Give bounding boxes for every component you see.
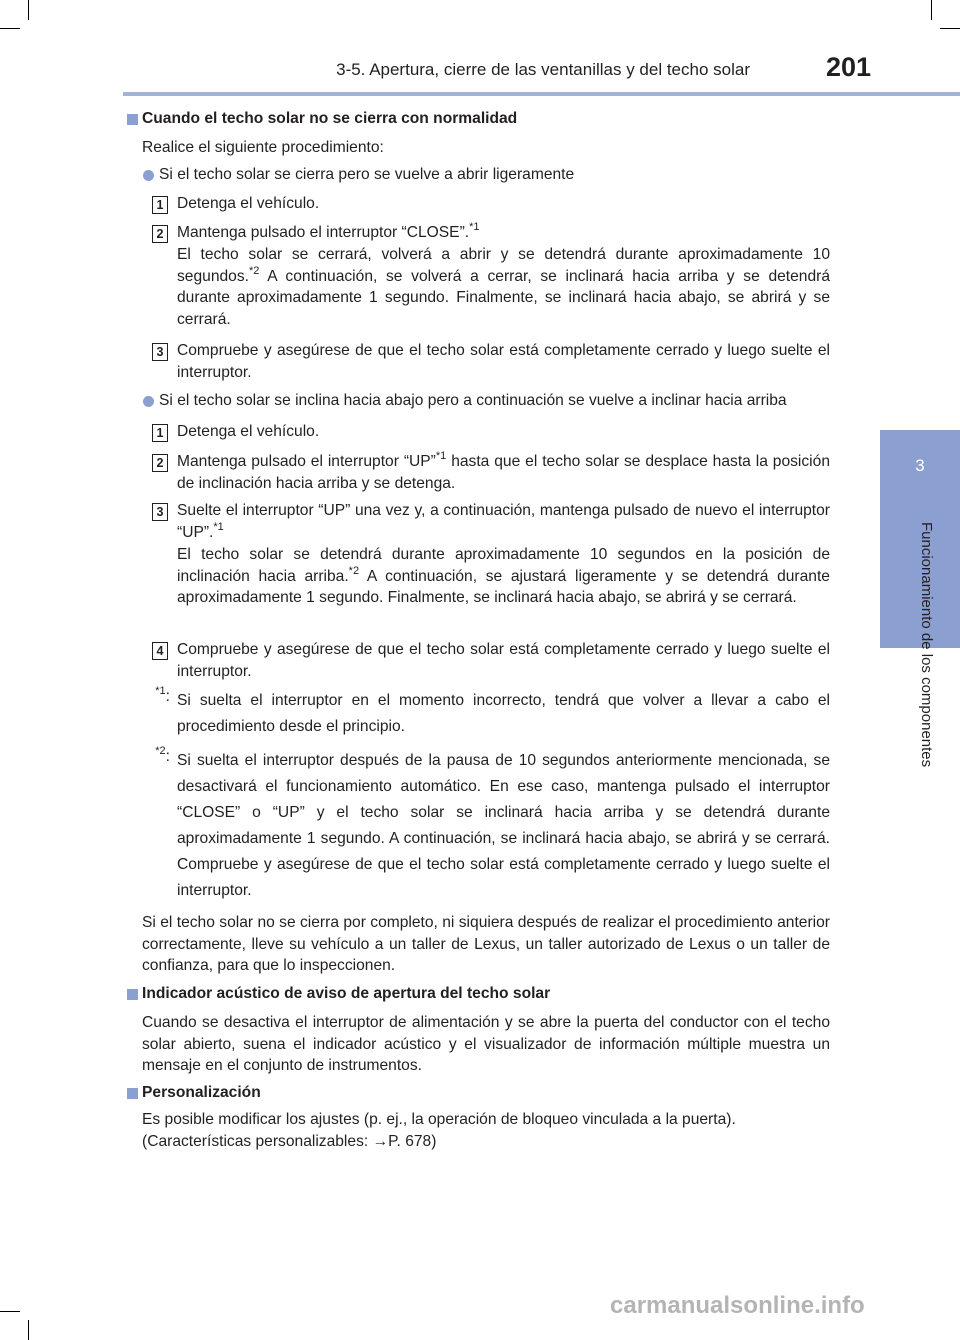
crop-mark: [0, 28, 20, 29]
page-number: 201: [826, 52, 872, 82]
section-body: Es posible modificar los ajustes (p. ej., la operación de bloqueo vinculada a la puerta).: [142, 1111, 736, 1128]
section-square-icon: [127, 1088, 138, 1099]
footnote-text: Si suelta el interruptor después de la pausa de 10 segundos anteriormente mencionada, se desactivará el funcionamiento automático. En ese caso, mantenga pulsado el interruptor “CLOSE” o “UP” y el techo solar se inclinará hacia arriba y se detendrá durante aproximadamente 1 segundo. A continuación, se inclinará hacia abajo, se abrirá y se cerrará. Compruebe y asegúrese de que el techo solar está completamente cerrado y luego suelte el interruptor.: [177, 752, 830, 899]
footnote-ref: *2: [348, 564, 360, 577]
step-text: Suelte el interruptor “UP” una vez y, a continuación, mantenga pulsado de nuevo el interruptor “UP”.$^{*1}$: [177, 502, 830, 541]
step-text: Detenga el vehículo.: [177, 423, 320, 440]
step-text: Detenga el vehículo.: [177, 195, 320, 212]
section-heading: Personalización: [142, 1084, 261, 1101]
crop-mark: [28, 1320, 29, 1340]
step-text: Mantenga pulsado el interruptor “CLOSE”.$^{*1}$: [177, 221, 480, 241]
chapter-number: 3: [915, 456, 925, 475]
step-number-badge: 2: [152, 225, 168, 243]
step-number-badge: 2: [152, 454, 168, 472]
case-b-title: Si el techo solar se inclina hacia abajo pero a continuación se vuelve a inclinar hacia arriba: [159, 392, 787, 409]
step-text: Mantenga pulsado el interruptor “UP”$^{*1}$ hasta que el techo solar se desplace hasta la posición de inclinación hacia arriba y se detenga.: [177, 450, 830, 492]
bullet-circle-icon: [143, 396, 154, 407]
crop-mark: [28, 0, 29, 20]
section-heading: Indicador acústico de aviso de apertura del techo solar: [142, 985, 551, 1002]
footnote-ref: *2: [248, 264, 260, 277]
footnote-ref: *1: [435, 450, 447, 462]
section-square-icon: [127, 989, 138, 1000]
arrow-icon: →: [372, 1133, 389, 1150]
step-detail: El techo solar se cerrará, volverá a abrir y se detendrá durante aproximadamente 10 segundos.$^{*2}$ A continuación, se volverá a cerrar, se inclinará hacia arriba y se detendrá durante aproximadamente 1 segundo. Finalmente, se inclinará hacia abajo, se abrirá y se cerrará.: [177, 246, 830, 328]
step-number-badge: 4: [152, 642, 168, 660]
footnote-ref: *1: [469, 221, 480, 233]
step-number-badge: 3: [152, 503, 168, 521]
step-number-badge: 1: [152, 196, 168, 214]
section-body: Cuando se desactiva el interruptor de alimentación y se abre la puerta del conductor con el techo solar abierto, suena el indicador acústico y el visualizador de información múltiple muestra un mensaje en el conjunto de instrumentos.: [142, 1014, 830, 1074]
closing-paragraph: Si el techo solar no se cierra por completo, ni siquiera después de realizar el procedimiento anterior correctamente, lleve su vehículo a un taller de Lexus, un taller autorizado de Lexus o un taller de confianza, para que lo inspeccionen.: [142, 914, 830, 974]
footnote-mark: $^{*2}$:: [155, 745, 170, 765]
section-heading: Cuando el techo solar no se cierra con normalidad: [142, 110, 518, 127]
footnote-text: Si suelta el interruptor en el momento incorrecto, tendrá que volver a llevar a cabo el procedimiento desde el principio.: [177, 692, 830, 735]
cross-reference[interactable]: (Características personalizables: →P. 678): [142, 1133, 437, 1150]
crop-mark: [0, 1311, 20, 1312]
step-number-badge: 3: [152, 343, 168, 361]
crop-mark: [931, 0, 932, 20]
step-text: Compruebe y asegúrese de que el techo solar está completamente cerrado y luego suelte el interruptor.: [177, 641, 830, 680]
footnote-ref: *1: [213, 520, 224, 533]
section-square-icon: [127, 114, 138, 125]
footnote-mark: $^{*1}$:: [155, 685, 170, 705]
intro-text: Realice el siguiente procedimiento:: [142, 139, 384, 156]
watermark: carmanualsonline.info: [610, 1292, 865, 1319]
step-number-badge: 1: [152, 424, 168, 442]
crop-mark: [940, 28, 960, 29]
step-detail: El techo solar se detendrá durante aproximadamente 10 segundos en la posición de inclinación hacia arriba.$^{*2}$ A continuación, se ajustará ligeramente y se detendrá durante aproximadamente 1 segundo. Finalmente, se inclinará hacia abajo, se abrirá y se cerrará.: [177, 546, 830, 606]
bullet-circle-icon: [143, 170, 154, 181]
chapter-label: Funcionamiento de los componentes: [918, 522, 935, 768]
step-text: Compruebe y asegúrese de que el techo solar está completamente cerrado y luego suelte el interruptor.: [177, 342, 830, 381]
case-a-title: Si el techo solar se cierra pero se vuelve a abrir ligeramente: [159, 166, 575, 183]
running-header: 3-5. Apertura, cierre de las ventanillas y del techo solar: [336, 60, 750, 79]
header-rule: [123, 92, 960, 96]
